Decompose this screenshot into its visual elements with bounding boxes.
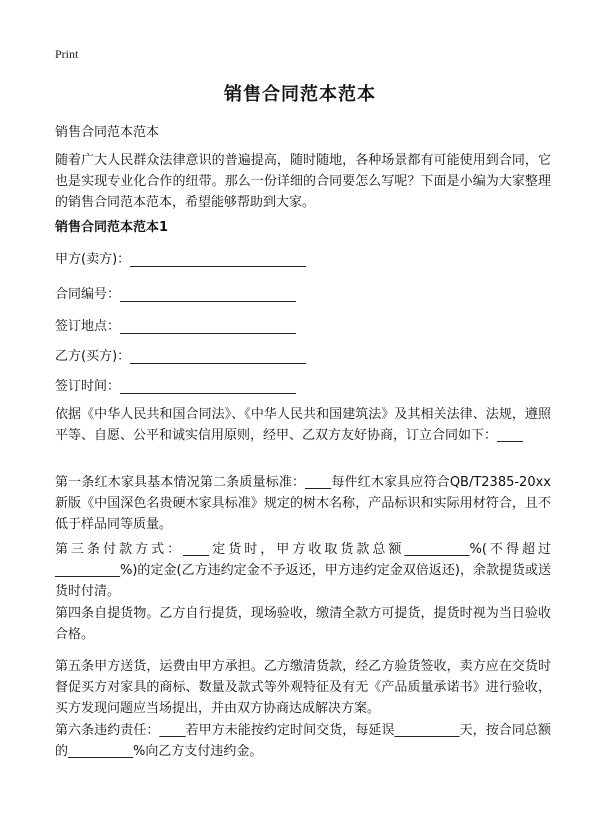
document-title: 销售合同范本范本 — [224, 84, 376, 105]
basis-paragraph: 依据《中华人民共和国合同法》、《中华人民共和国建筑法》及其相关法律、法规，遵照平等、自愿、公平和诚实信用原则，经甲、乙双方友好协商，订立合同如下：____ — [55, 407, 551, 443]
intro-paragraph: 随着广大人民群众法律意识的普遍提高，随时随地，各种场景都有可能使用到合同，它也是实现专业化合作的纽带。那么一份详细的合同要怎么写呢？下面是小编为大家整理的销售合同范本范本，希望能够帮助到大家。 — [55, 153, 551, 210]
article-5: 第五条甲方送货，运费由甲方承担。乙方缴清货款，经乙方验货签收，卖方应在交货时督促买方对家具的商标、数量及款式等外观特征及有无《产品质量承诺书》进行验收，买方发现问题应当场提出，并由双方协商达成解决方案。 — [55, 659, 551, 716]
blank-line — [120, 287, 296, 302]
article-4: 第四条自提货物。乙方自行提货，现场验收，缴清全款方可提货，提货时视为当日验收合格。 — [55, 606, 551, 642]
field-seller — [55, 248, 306, 268]
field-signing-time — [55, 375, 296, 395]
field-signing-place — [55, 315, 296, 335]
field-label: 签订时间： — [55, 379, 121, 394]
field-label: 签订地点： — [55, 319, 121, 334]
document-subtitle: 销售合同范本范本 — [55, 125, 160, 140]
article-1: 第一条红木家具基本情况第二条质量标准：____每件红木家具应符合QB/T2385-20xx新版《中国深色名贵硬木家具标准》规定的树木名称，产品标识和实际用材符合，且不低于样品同等质量。 — [55, 475, 551, 532]
field-label: 合同编号： — [55, 287, 121, 302]
field-label: 乙方(买方)： — [55, 349, 131, 364]
blank-line — [130, 349, 306, 364]
field-label: 甲方(卖方)： — [55, 252, 131, 267]
blank-line — [130, 252, 306, 267]
section-heading: 销售合同范本范本1 — [55, 220, 169, 235]
blank-line — [120, 319, 296, 334]
article-6: 第六条违约责任：____若甲方未能按约定时间交货，每延误__________天，按合同总额的__________%向乙方支付违约金。 — [55, 723, 551, 759]
field-contract-number — [55, 283, 296, 303]
article-3: 第三条付款方式：____定货时，甲方收取货款总额__________%(不得超过__________%)的定金(乙方违约定金不予返还，甲方违约定金双倍返还)，余款提货或送货时付清。 — [55, 542, 551, 599]
field-buyer — [55, 345, 306, 365]
print-link[interactable]: Print — [55, 47, 79, 61]
blank-line — [120, 379, 296, 394]
